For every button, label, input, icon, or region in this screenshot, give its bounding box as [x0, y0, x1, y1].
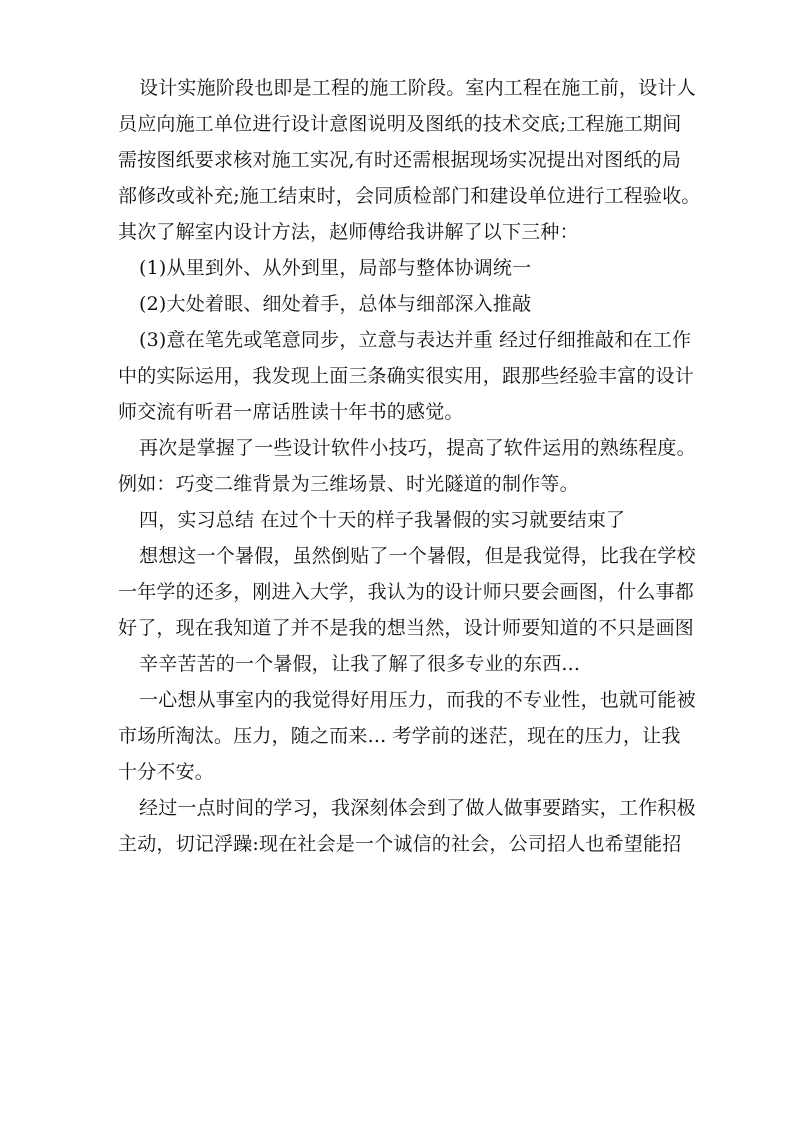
text-line: 一年学的还多，刚进入大学，我认为的设计师只要会画图，什么事都: [118, 581, 695, 603]
text-line: 想想这一个暑假，虽然倒贴了一个暑假，但是我觉得，比我在学校: [139, 545, 696, 567]
text-line: 例如：巧变二维背景为三维场景、时光隧道的制作等。: [118, 473, 579, 495]
text-line: 中的实际运用，我发现上面三条确实很实用，跟那些经验丰富的设计: [118, 365, 695, 387]
text-line: 市场所淘汰。压力，随之而来... 考学前的迷茫，现在的压力，让我: [118, 725, 681, 747]
text-line: 主动，切记浮躁:现在社会是一个诚信的社会，公司招人也希望能招: [118, 833, 682, 855]
text-line: 师交流有听君一席话胜读十年书的感觉。: [118, 401, 464, 423]
text-line: 好了，现在我知道了并不是我的想当然，设计师要知道的不只是画图: [118, 617, 695, 639]
text-line: 经过一点时间的学习，我深刻体会到了做人做事要踏实，工作积极: [139, 797, 696, 819]
text-line: 再次是掌握了一些设计软件小技巧，提高了软件运用的熟练程度。: [139, 437, 696, 459]
text-line: 部修改或补充;施工结束时，会同质检部门和建设单位进行工程验收。: [118, 185, 701, 207]
text-line: 需按图纸要求核对施工实况,有时还需根据现场实况提出对图纸的局: [118, 149, 682, 171]
text-line: 辛辛苦苦的一个暑假，让我了解了很多专业的东西...: [139, 653, 581, 675]
text-line: (2)大处着眼、细处着手，总体与细部深入推敲: [139, 293, 532, 315]
text-line: 一心想从事室内的我觉得好用压力，而我的不专业性，也就可能被: [139, 689, 696, 711]
text-line: 员应向施工单位进行设计意图说明及图纸的技术交底;工程施工期间: [118, 113, 682, 135]
text-line: (1)从里到外、从外到里，局部与整体协调统一: [139, 257, 532, 279]
text-line: 四，实习总结 在过个十天的样子我暑假的实习就要结束了: [139, 509, 626, 531]
text-line: 设计实施阶段也即是工程的施工阶段。室内工程在施工前，设计人: [139, 77, 696, 99]
text-line: (3)意在笔先或笔意同步，立意与表达并重 经过仔细推敲和在工作: [139, 329, 692, 351]
text-line: 其次了解室内设计方法，赵师傅给我讲解了以下三种：: [118, 221, 579, 243]
text-line: 十分不安。: [118, 761, 215, 783]
